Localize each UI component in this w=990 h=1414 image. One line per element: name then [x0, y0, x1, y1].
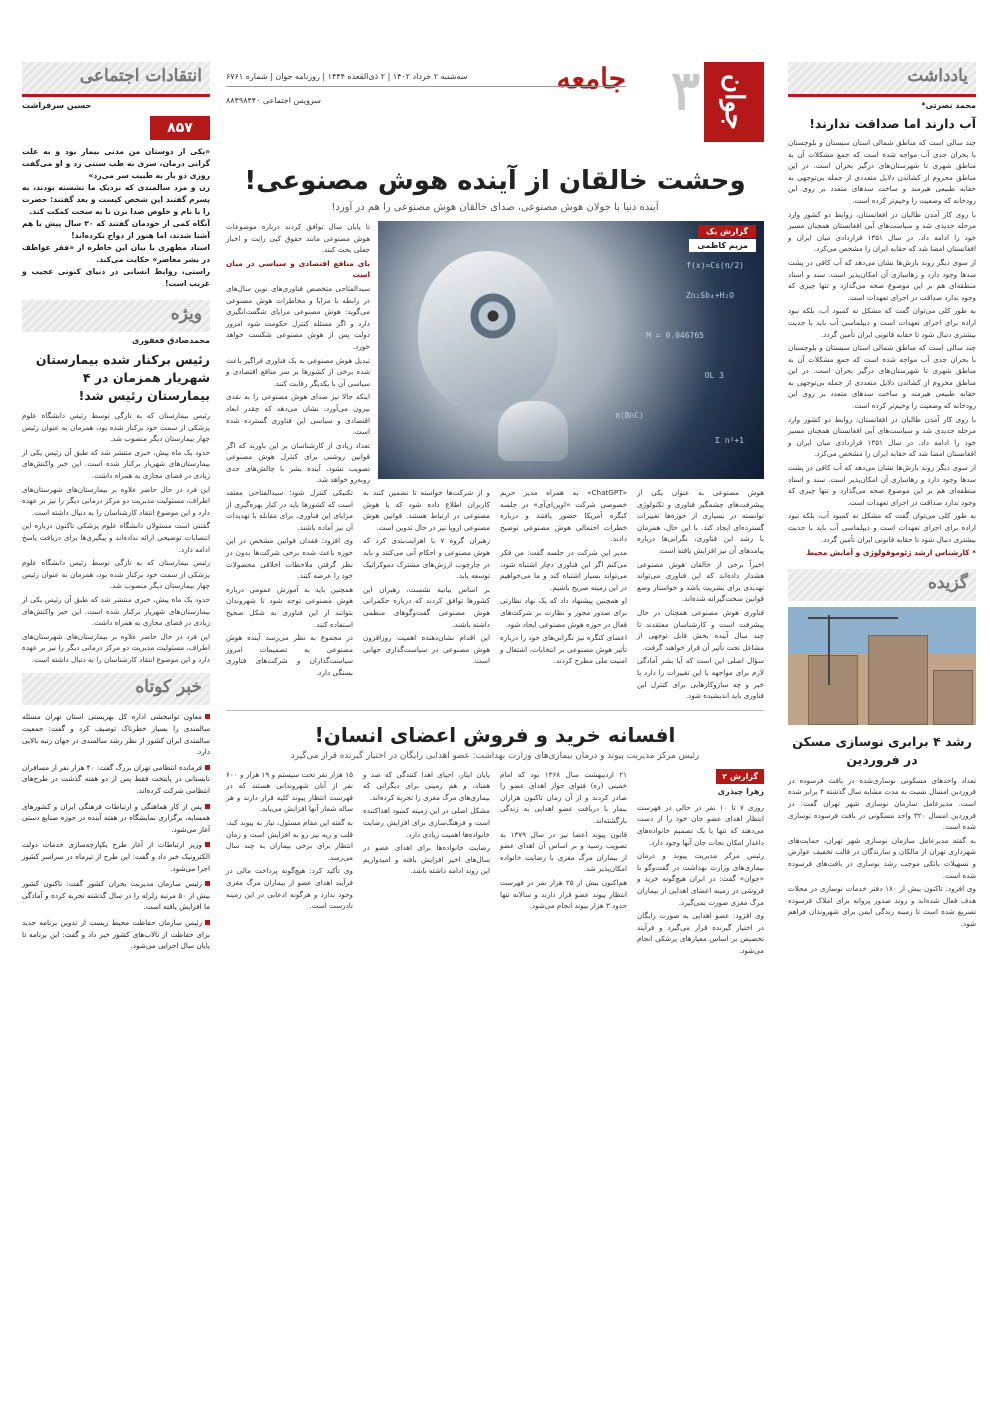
section-label: یادداشت: [907, 66, 968, 86]
paragraph: فناوری هوش مصنوعی همچنان در حال پیشرفت است و کارشناسان معتقدند تا چند سال آینده بخش قابل توجهی از مشاغل تحت تأثیر آن قرار خواهند گرفت.: [637, 607, 764, 652]
brief-list: [22, 711, 210, 951]
paragraph: وی افزود: تاکنون بیش از ۱۸۰ دفتر خدمات نوسازی در محلات هدف فعال شده‌اند و روند صدور پروانه برای املاک فرسوده تسریع شده است تا زمینه زندگی ایمن برای شهروندان فراهم شود.: [788, 884, 976, 928]
paragraph: چند سالی است که مناطق شمالی استان سیستان و بلوچستان با بحران جدی آب مواجه شده است که جمع مشکلات آن به مناطق شهری تا شهرستان‌های درگیر بحران است. در این مناطق محروم از کشاندن دلایل متعددی از جمله بی‌توجهی به حقابه طبیعی هیرمند و ساخت سدهای متعدد بر روی این رودخانه که وضعیت را وخیم‌تر کرده است.: [788, 138, 976, 205]
brief-item: پس از کار هماهنگی و ارتباطات فرهنگی ایران و کشورهای همسایه، برگزاری نمایشگاه در هفته آینده در حوزه صنایع دستی آغاز می‌شود.: [22, 801, 210, 834]
paragraph: و از شرکت‌ها خواسته تا تضمین کنند به کاربران اطلاع داده شود که با هوش مصنوعی در ارتباط هستند. قوانین هوش مصنوعی اروپا نیز در حال تدوین است.: [363, 488, 490, 532]
second-story-columns: [226, 769, 764, 959]
paragraph: رهبران گروه ۷ با اهرایت‌بندی کرد که هوش مصنوعی و احکام آنی می‌کنند و باید در چارچوب ارزش‌های مشترک دموکراتیک توسعه یابد.: [363, 536, 490, 581]
paragraph: به طور کلی می‌توان گفت که مشکل نه کمبود آب، بلکه نبود اراده برای اجرای تعهدات است و دیپلماسی آب باید با جدیت بیشتری دنبال شود تا حقابه قانونی ایران تأمین گردد.: [788, 511, 976, 544]
text-column: [363, 769, 490, 959]
paragraph: راستی، روابط انسانی در دنیای کنونی عجیب و غریب است!: [22, 267, 210, 288]
equation-glyph: f(x)=Cs(π/2): [686, 261, 744, 270]
paragraph: وی افزود: فقدان قوانین مشخص در این حوزه باعث شده برخی شرکت‌ها بدون در نظر گرفتن ملاحظات اخلاقی محصولات خود را عرضه کنند.: [226, 536, 353, 581]
equation-glyph: M = 0.046765: [646, 331, 704, 340]
ai-robot-image: [378, 221, 764, 479]
center-column: [226, 0, 764, 959]
service-line: سرویس اجتماعی ۸۸۴۹۸۴۴۰: [226, 96, 321, 105]
paragraph: این فرد در حال حاضر علاوه بر بیمارستان‌های شهرستان‌های اطراف، مسئولیت مدیریت دو مرکز درمانی دیگر را نیز بر عهده دارد و این موضوع انتقاد کارشناسان را به دنبال داشته است.: [22, 484, 210, 517]
author-name: محمد نصرتی*: [921, 101, 976, 110]
paragraph: تکنیکی کنترل شود؛ سیدالفتاحی معتقد است که کشورها باید در کنار بهره‌گیری از مزایای این فناوری، برای مقابله با تهدیدات آن نیز آماده باشند.: [226, 488, 353, 532]
report-tag: گزارش یک: [698, 225, 756, 238]
brief-item: رئیس سازمان حفاظت محیط زیست از تدوین برنامه جدید برای حفاظت از تالاب‌های کشور خبر داد و گفت: این برنامه تا پایان سال اجرایی می‌شود.: [22, 917, 210, 951]
brief-item: وزیر ارتباطات از آغاز طرح یکپارچه‌سازی خدمات دولت الکترونیک خبر داد و گفت: این طرح از تیرماه در سراسر کشور اجرا می‌شود.: [22, 840, 210, 873]
section-banner-social: [22, 62, 210, 94]
second-headline: افسانه خرید و فروش اعضای انسان!: [314, 722, 676, 747]
paragraph: با روی کار آمدن طالبان در افغانستان، روابط دو کشور وارد مرحله جدیدی شد و سیاست‌های آبی افغانستان همچنان مسیر خود را ادامه داد. در سال ۱۳۵۱ قراردادی میان ایران و افغانستان امضا شد که حقابه ایران را مشخص می‌کرد.: [788, 414, 976, 459]
paragraph: پایان ایثار، احیای اهدا کنندگی که صد و هفتاد، و هم زمینی برای دیگرانی که بیماری‌های مرگ مغزی را تجربه کرده‌اند.: [363, 769, 490, 802]
bullet-icon: [205, 842, 210, 847]
paragraph: روزی ۷ تا ۱۰ نفر در حالی در فهرست انتظار اهدای عضو جان خود را از دست می‌دهند که تنها با یک تصمیم خانواده‌های داغدار امکان نجات جان آنها وجود دارد.: [637, 802, 765, 847]
text-column: [637, 487, 764, 704]
author-name: حسین سرفراشت: [22, 101, 92, 110]
divider: [226, 86, 626, 87]
divider: [22, 94, 210, 97]
author-name: محمدصادق فغفوری: [132, 336, 210, 345]
building-shape: [808, 655, 858, 725]
paragraph: گفتنی است مسئولان دانشگاه علوم پزشکی تاکنون درباره این انتصابات توضیحی ارائه نداده‌اند و پیگیری‌ها برای دریافت پاسخ ادامه دارد.: [22, 521, 210, 554]
footnote: * کارشناس ارشد ژئوموفولوژی و آمایش محیط: [806, 548, 976, 558]
section-banner-briefs: [22, 673, 210, 705]
masthead: [226, 58, 764, 130]
paragraph: به گفته مدیرعامل سازمان نوسازی شهر تهران، حمایت‌های شهرداری تهران از مالکان و سازندگان در قالب تخفیف عوارض و تسهیلات بانکی موجب رشد نوسازی در بافت‌های فرسوده شده است.: [788, 835, 976, 880]
divider: [226, 710, 764, 711]
brief-item: معاون توانبخشی اداره کل بهزیستی استان تهران مسئله سالمندی را بسیار خطرناک توصیف کرد و گفت: جمعیت سالمندی ایران کشور از نظر رشد سالمندی در جهان رتبه بالایی دارد.: [22, 712, 210, 757]
divider: [788, 94, 976, 97]
paragraph: به گفته این مقام مسئول، نیاز به پیوند کبد، قلب و ریه نیز رو به افزایش است و زمان انتظار برای برخی بیماران به چند سال می‌رسد.: [226, 818, 353, 862]
paragraph: این اقدام نشان‌دهنده اهمیت روزافزون هوش مصنوعی در سیاست‌گذاری جهانی است.: [363, 633, 490, 666]
paragraph: آنگاه کمی از خودمان گفتند که ۳۰ سال پیش با هم آشنا شدند، اما هنوز از دواج نکرده‌اند!: [22, 219, 210, 240]
bullet-icon: [205, 920, 210, 925]
paragraph: از سوی دیگر روند بارش‌ها نشان می‌دهد که آب کافی در پشت سدها وجود دارد و رهاسازی آن امکان‌پذیر است. سند و اسناد منطقه‌ای هم بر این موضوع صحه می‌گذارد و تنها چیزی که وجود ندارد صداقت در اجرای تعهدات است.: [788, 463, 976, 507]
paragraph: وی تأکید کرد: هیچ‌گونه پرداخت مالی در فرآیند اهدای عضو از بیماران مرگ مغزی وجود ندارد و هرگونه ادعایی در این زمینه نادرست است.: [226, 866, 353, 911]
paragraph: وی افزود: عضو اهدایی به صورت رایگان در اختیار گیرنده قرار می‌گیرد و فرآیند تخصیص بر اساس معیارهای پزشکی انجام می‌شود.: [637, 911, 764, 955]
equation-glyph: Zn₂Sb₄+H₂O: [685, 291, 734, 300]
bullet-icon: [205, 714, 210, 719]
left-column: [22, 0, 210, 956]
robot-eye-shape: [470, 293, 516, 339]
paragraph: همچنین باید به آموزش عمومی درباره هوش مصنوعی توجه شود تا شهروندان بتوانند از این فناوری به شکل صحیح استفاده کنند.: [226, 584, 353, 629]
paragraph: ۱۵ هزار نفر تحت سیستم و ۱۹ هزار و ۶۰۰ نفر از آنان شهروندانی هستند که در فهرست انتظار پیوند کلیه قرار دارند و هر ساله شمار آنها افزایش می‌یابد.: [226, 769, 353, 814]
paragraph: تا پایان سال توافق کردند درباره موضوعات هوش مصنوعی مانند حقوق کپی رایت و اخبار جعلی بحث کنند.: [226, 222, 370, 255]
building-shape: [868, 635, 928, 725]
paragraph: حدود یک ماه پیش، خبری منتشر شد که طبق آن رئیس یکی از بیمارستان‌های شهریار برکنار شده است. این خبر واکنش‌های زیادی در فضای مجازی به همراه داشت.: [22, 447, 210, 480]
paragraph: حدود یک ماه پیش، خبری منتشر شد که طبق آن رئیس یکی از بیمارستان‌های شهریار برکنار شده است. این خبر واکنش‌های زیادی در فضای مجازی به همراه داشت.: [22, 594, 210, 628]
newspaper-logo: جوان: [704, 62, 764, 142]
equation-glyph: π(B∩C): [615, 411, 644, 420]
hero-side-text: [226, 221, 370, 488]
equation-glyph: 3 OL: [704, 371, 724, 380]
text-column: [500, 487, 627, 704]
date-line: سه‌شنبه ۲ خرداد ۱۴۰۲ | ۲ ذی‌القعده ۱۴۴۴ | روزنامه جوان | شماره ۶۷۶۱: [226, 72, 468, 81]
article-title: رئیس برکنار شده بیمارستان شهریار همزمان در ۴ بیمارستان رئیس شد!: [35, 352, 210, 403]
subhead: بای منافع اقتصادی و سیاسی در میان است: [226, 258, 370, 280]
report-author: زهرا چیذری: [717, 787, 764, 797]
report-tag: گزارش ۲: [716, 769, 764, 785]
paragraph: قانون پیوند اعضا نیز در سال ۱۳۷۹ به تصویب رسید و بر اساس آن اهدای عضو از بیماران مرگ مغزی با رضایت خانواده امکان‌پذیر شد.: [500, 829, 628, 874]
paragraph: تعداد زیادی از کارشناسان بر این باورند که اگر قوانین روشنی برای کنترل هوش مصنوعی تصویب نشود، آینده بشر با چالش‌های جدی روبه‌رو خواهد شد.: [226, 440, 370, 485]
paragraph: در مجموع به نظر می‌رسد آینده هوش مصنوعی به تصمیمات امروز سیاست‌گذاران و شرکت‌های فناوری بستگی دارد.: [226, 633, 353, 677]
column-body: [22, 146, 210, 290]
paragraph: تبدیل هوش مصنوعی به یک فناوری فراگیر باعث شده برخی از کشورها بر سر منافع اقتصادی و سیاسی آن با یکدیگر رقابت کنند.: [226, 355, 370, 388]
building-shape: [933, 670, 973, 725]
hero-section: [226, 221, 764, 485]
paragraph: سؤال اصلی این است که آیا بشر آمادگی لازم برای مواجهه با این تغییرات را دارد یا خیر و چه سازوکارهایی برای کنترل این فناوری باید اندیشیده شود.: [637, 656, 764, 701]
brief-item: رئیس سازمان مدیریت بحران کشور گفت: تاکنون کشور بیش از ۵۰ مرتبه زلزله را در سال گذشته تجربه کرده و آمادگی ما افزایش یافته است.: [22, 879, 210, 912]
section-banner-note: [788, 62, 976, 94]
report-author: مریم کاظمی: [689, 239, 756, 252]
right-column: [788, 0, 976, 932]
paragraph: تعداد واحدهای مسکونی نوسازی‌شده در بافت فرسوده در فروردین امسال نسبت به مدت مشابه سال گذشته ۴ برابر شده است. مدیرعامل سازمان نوسازی شهر تهران گفت: در فروردین امسال ۳۲۰ واحد مسکونی در بافت فرسوده نوسازی شده است.: [788, 775, 976, 832]
brief-body: [788, 775, 976, 930]
second-subheadline: رئیس مرکز مدیریت پیوند و درمان بیماری‌های وزارت بهداشت: عضو اهدایی رایگان در اختیار گیرنده قرار می‌گیرد: [290, 750, 700, 761]
paragraph: استاد مطهری با بیان این خاطره از «فقر عواطف در بشر معاصر» حکایت می‌کند.: [22, 243, 210, 264]
paragraph: اخیراً برخی از خالقان هوش مصنوعی هشدار داده‌اند که این فناوری می‌تواند تهدیدی برای بشریت باشد و خواستار وضع قوانین سخت‌گیرانه شده‌اند.: [637, 559, 764, 604]
main-story-columns: [226, 487, 764, 704]
construction-photo: [788, 607, 976, 725]
issue-number-badge: ۸۵۷: [150, 116, 210, 140]
paragraph: اینکه حالا نیز صدای هوش مصنوعی را به نقدی بیرون می‌آورد، نشان می‌دهد که چقدر ابعاد اقتصادی و سیاسی این فناوری گسترده شده است.: [226, 392, 370, 437]
bullet-icon: [205, 765, 210, 770]
paragraph: «ChatGPT» به همراه مدیر حریم خصوصی شرکت «اوپن‌ای‌آی» در جلسه کنگره آمریکا حضور یافتند و درباره خطرات احتمالی هوش مصنوعی توضیح دادند.: [500, 488, 627, 544]
text-column: [500, 769, 627, 959]
crane-shape: [828, 615, 830, 685]
main-headline: وحشت خالقان از آینده هوش مصنوعی!: [244, 166, 746, 196]
section-label: ویژه: [170, 304, 202, 324]
paragraph: «یکی از دوستان من مدتی بیمار بود و به علت گرانی درمان، سری به طب سنتی زد و او می‌گفت روزی دو بار به طبیب سر می‌زد»: [22, 147, 210, 180]
equation-glyph: Σ n²+1: [715, 436, 744, 445]
paragraph: هوش مصنوعی به عنوان یکی از پیشرفت‌های چشمگیر فناوری و تکنولوژی توانسته در بسیاری از حوزه‌ها تغییرات گسترده‌ای ایجاد کند. با این حال، همزمان با رشد این فناوری، نگرانی‌ها درباره پیامدهای آن نیز افزایش یافته است.: [637, 488, 764, 555]
paragraph: رئیس بیمارستان که به تازگی توسط رئیس دانشگاه علوم پزشکی از سمت خود برکنار شده بود، همزمان به عنوان رئیس چهار بیمارستان دیگر منصوب شد.: [22, 411, 210, 444]
paragraph: این فرد در حال حاضر علاوه بر بیمارستان‌های شهرستان‌های اطراف، مسئولیت مدیریت دو مرکز درمانی دیگر را نیز بر عهده دارد و این موضوع انتقاد کارشناسان را به دنبال داشته است.: [22, 631, 210, 664]
main-subheadline: آینده دنیا با جولان هوش مصنوعی، صدای خالقان هوش مصنوعی را هم در آورد!: [331, 202, 659, 213]
paragraph: رئیس بیمارستان که به تازگی توسط رئیس دانشگاه علوم پزشکی از سمت خود برکنار شده بود، همزمان به عنوان رئیس چهار بیمارستان دیگر منصوب شد.: [22, 558, 210, 591]
paragraph: سیدالفتاحی متخصص فناوری‌های نوین سال‌های در رابطه با مزایا و مخاطرات هوش مصنوعی می‌گوید: هوش مصنوعی مزایای شگفت‌انگیزی دارد و اگر مسئله کنترل حکومت شود امروز دولت پس از هوش مصنوعی شکست خواهد خورد.: [226, 283, 370, 351]
paragraph: رئیس مرکز مدیریت پیوند و درمان بیماری‌های وزارت بهداشت در گفت‌وگو با «جوان» گفت: در ایران هیچ‌گونه خرید و فروشی در زمینه اعضای اهدایی از بیماران مرگ مغزی صورت نمی‌گیرد.: [637, 851, 764, 907]
paragraph: به طور کلی می‌توان گفت که مشکل نه کمبود آب، بلکه نبود اراده برای اجرای تعهدات است و دیپلماسی آب باید با جدیت بیشتری دنبال شود تا حقابه قانونی ایران تأمین گردد.: [788, 306, 976, 339]
brief-item: فرمانده انتظامی تهران بزرگ گفت: ۴۰ هزار نفر از مسافران تابستانی در پایتخت فقط پس از دو هفته گذشت در طرح‌های انتظامی شرکت کرده‌اند.: [22, 762, 210, 796]
section-title: جامعه: [556, 62, 626, 95]
paragraph: ۲۱ اردیبهشت سال ۱۳۶۸ بود که امام خمینی (ره) فتوای جواز اهدای عضو را صادر کردند و از آن زمان تاکنون هزاران بیمار با دریافت عضو اهدایی به زندگی بازگشته‌اند.: [500, 769, 627, 826]
text-column: [226, 769, 353, 959]
paragraph: اعضای کنگره نیز نگرانی‌های خود را درباره تأثیر هوش مصنوعی بر انتخابات، اشتغال و امنیت ملی مطرح کردند.: [500, 633, 627, 666]
paragraph: بر اساس بیانیه نشست، رهبران این کشورها توافق کردند که درباره حکمرانی هوش مصنوعی گفت‌وگوهای منظمی داشته باشند.: [363, 584, 490, 629]
paragraph: رضایت خانواده‌ها برای اهدای عضو در سال‌های اخیر افزایش یافته و امیدواریم این روند ادامه داشته باشد.: [363, 843, 490, 876]
article-body: [788, 137, 976, 559]
section-label: انتقادات اجتماعی: [79, 66, 202, 86]
paragraph: چند سالی است که مناطق شمالی استان سیستان و بلوچستان با بحران جدی آب مواجه شده است که جمع مشکلات آن به مناطق شهری تا شهرستان‌های درگیر بحران است. در این مناطق محروم از کشاندن دلایل متعددی از جمله بی‌توجهی به حقابه طبیعی هیرمند و ساخت سدهای متعدد بر روی این رودخانه که وضعیت را وخیم‌تر کرده است.: [788, 343, 976, 411]
section-banner-brief: [788, 569, 976, 601]
paragraph: او همچنین پیشنهاد داد که یک نهاد نظارتی برای صدور مجوز و نظارت بر شرکت‌های فعال در حوزه هوش مصنوعی ایجاد شود.: [500, 596, 627, 629]
paragraph: با روی کار آمدن طالبان در افغانستان، روابط دو کشور وارد مرحله جدیدی شد و سیاست‌های آبی افغانستان همچنان مسیر خود را ادامه داد. در سال ۱۳۵۱ قراردادی میان ایران و افغانستان امضا شد که حقابه ایران را مشخص می‌کرد.: [788, 209, 976, 254]
page-number: ۳: [670, 58, 700, 122]
text-column: [363, 487, 490, 704]
text-column: [226, 487, 353, 704]
section-label: خبر کوتاه: [135, 677, 202, 698]
paragraph: مشکل اصلی در این زمینه کمبود اهداکننده است و فرهنگ‌سازی برای افزایش رضایت خانواده‌ها اهمیت زیادی دارد.: [363, 806, 490, 839]
paragraph: از سوی دیگر روند بارش‌ها نشان می‌دهد که آب کافی در پشت سدها وجود دارد و رهاسازی آن امکان‌پذیر است. سند و اسناد منطقه‌ای هم بر این موضوع صحه می‌گذارد و تنها چیزی که وجود ندارد صداقت در اجرای تعهدات است.: [788, 257, 976, 302]
bullet-icon: [205, 881, 210, 886]
paragraph: زن و مرد سالمندی که نزدیک ما نشسته بودند، به پسرم گفتند این شخص کیست و بعد گفتند: حضرت را با نام و خلوص صدا بزن تا به سخت کمکت کند.: [22, 183, 210, 216]
paragraph: هم‌اکنون بیش از ۲۵ هزار نفر در فهرست انتظار پیوند عضو قرار دارند و سالانه تنها حدود ۳ هزار پیوند انجام می‌شود.: [500, 878, 627, 911]
article-title: آب دارند اما صداقت ندارند!: [809, 116, 976, 131]
article-body: [22, 410, 210, 665]
paragraph: مدیر این شرکت در جلسه گفت: من فکر می‌کنم اگر این فناوری دچار اشتباه شود، می‌تواند بسیار اشتباه کند و ما می‌خواهیم در این زمینه صریح باشیم.: [500, 547, 627, 592]
crane-arm-shape: [808, 617, 898, 619]
bullet-icon: [205, 804, 210, 809]
section-label: گزیده: [927, 572, 968, 593]
text-column: [637, 769, 764, 959]
section-banner-special: [22, 300, 210, 332]
brief-title: رشد ۴ برابری نوسازی مسکن در فروردین: [792, 733, 972, 767]
robot-hand-shape: [498, 401, 568, 461]
